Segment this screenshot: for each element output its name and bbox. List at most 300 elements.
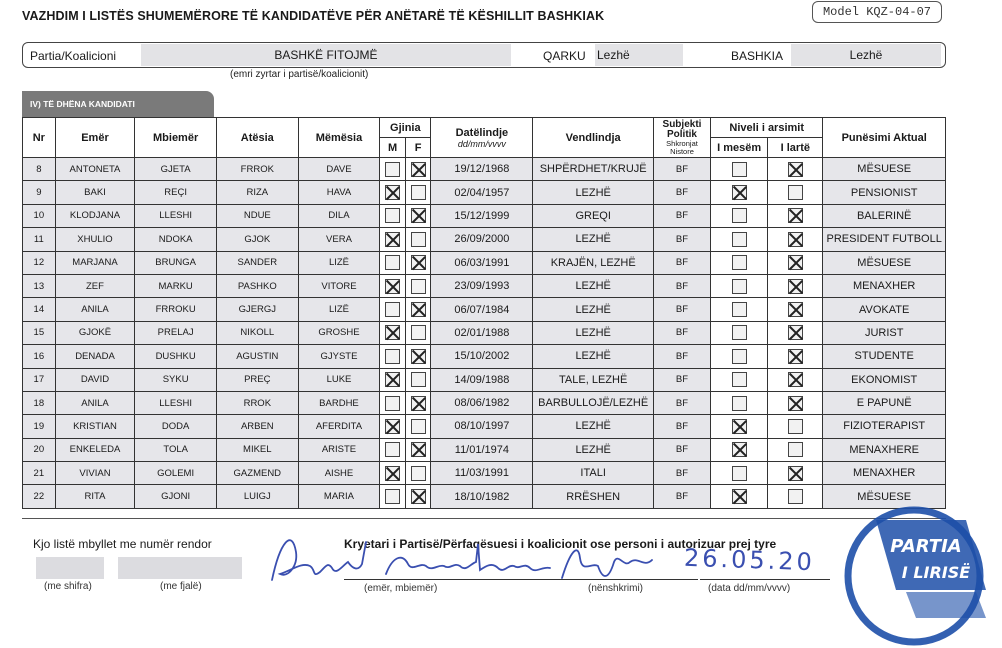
cell-emer[interactable]: KLODJANA bbox=[55, 204, 135, 227]
cell-atesia[interactable]: AGUSTIN bbox=[216, 345, 298, 368]
cell-nr[interactable]: 18 bbox=[23, 391, 56, 414]
checked-larte-checkbox[interactable] bbox=[788, 255, 803, 270]
col-datelindje-label: Datëlindje bbox=[455, 126, 509, 139]
cell-mesem bbox=[711, 204, 768, 227]
unchecked-larte-checkbox[interactable] bbox=[788, 419, 803, 434]
date-format-hint: dd/mm/vvvv bbox=[457, 138, 506, 149]
cell-larte bbox=[768, 228, 823, 251]
unchecked-m-checkbox[interactable] bbox=[385, 442, 400, 457]
svg-text:I LIRISË: I LIRISË bbox=[901, 563, 971, 582]
checked-mesem-checkbox[interactable] bbox=[732, 489, 747, 504]
document-title: VAZHDIM I LISTËS SHUMEMËRORE TË KANDIDATËVE PËR ANËTARË TË KËSHILLIT BASHKIAK bbox=[22, 9, 605, 23]
cell-atesia[interactable]: RROK bbox=[216, 391, 298, 414]
col-mesem: I mesëm bbox=[711, 138, 768, 158]
date-line bbox=[700, 579, 830, 580]
cell-f bbox=[405, 298, 431, 321]
cell-memesia[interactable]: LUKE bbox=[298, 368, 380, 391]
checked-larte-checkbox[interactable] bbox=[788, 232, 803, 247]
cell-dob[interactable]: 18/10/1982 bbox=[431, 485, 533, 508]
checked-m-checkbox[interactable] bbox=[385, 325, 400, 340]
cell-emer[interactable]: RITA bbox=[55, 485, 135, 508]
cell-mesem bbox=[711, 345, 768, 368]
date-caption: (data dd/mm/vvvv) bbox=[708, 583, 791, 594]
cell-sub[interactable]: BF bbox=[653, 391, 710, 414]
checked-larte-checkbox[interactable] bbox=[788, 396, 803, 411]
cell-emer[interactable]: ENKELEDA bbox=[55, 438, 135, 461]
unchecked-f-checkbox[interactable] bbox=[411, 232, 426, 247]
table-row bbox=[23, 204, 946, 227]
cell-mbiemer[interactable]: BRUNGA bbox=[135, 251, 217, 274]
cell-f bbox=[405, 158, 431, 181]
cell-dob[interactable]: 02/01/1988 bbox=[431, 321, 533, 344]
cell-memesia[interactable]: VITORE bbox=[298, 274, 380, 297]
cell-f bbox=[405, 485, 431, 508]
table-row bbox=[23, 368, 946, 391]
cell-pun[interactable]: JURIST bbox=[823, 321, 946, 344]
checked-f-checkbox[interactable] bbox=[411, 489, 426, 504]
col-vendlindja: Vendlindja bbox=[533, 118, 653, 158]
cell-mbiemer[interactable]: LLESHI bbox=[135, 204, 217, 227]
cell-mbiemer[interactable]: GOLEMI bbox=[135, 462, 217, 485]
cell-mesem bbox=[711, 321, 768, 344]
unchecked-larte-checkbox[interactable] bbox=[788, 442, 803, 457]
party-label: Partia/Koalicioni bbox=[30, 49, 117, 63]
cell-atesia[interactable]: NIKOLL bbox=[216, 321, 298, 344]
cell-vend[interactable]: KRAJËN, LEZHË bbox=[533, 251, 653, 274]
cell-m bbox=[380, 391, 406, 414]
cell-vend[interactable]: LEZHË bbox=[533, 415, 653, 438]
cell-nr[interactable]: 20 bbox=[23, 438, 56, 461]
checked-f-checkbox[interactable] bbox=[411, 255, 426, 270]
words-caption: (me fjalë) bbox=[160, 581, 202, 592]
cell-m bbox=[380, 228, 406, 251]
cell-sub[interactable]: BF bbox=[653, 368, 710, 391]
cell-vend[interactable]: LEZHË bbox=[533, 274, 653, 297]
checked-f-checkbox[interactable] bbox=[411, 396, 426, 411]
qarku-field[interactable]: Lezhë bbox=[595, 44, 683, 66]
cell-larte bbox=[768, 298, 823, 321]
cell-dob[interactable]: 26/09/2000 bbox=[431, 228, 533, 251]
cell-emer[interactable]: DAVID bbox=[55, 368, 135, 391]
table-row bbox=[23, 438, 946, 461]
party-name-field[interactable]: BASHKË FITOJMË bbox=[141, 44, 511, 66]
cell-m bbox=[380, 204, 406, 227]
checked-larte-checkbox[interactable] bbox=[788, 162, 803, 177]
unchecked-m-checkbox[interactable] bbox=[385, 302, 400, 317]
cell-pun[interactable]: FIZIOTERAPIST bbox=[823, 415, 946, 438]
unchecked-mesem-checkbox[interactable] bbox=[732, 279, 747, 294]
cell-dob[interactable]: 06/03/1991 bbox=[431, 251, 533, 274]
col-gjinia: Gjinia bbox=[380, 118, 431, 138]
cell-m bbox=[380, 321, 406, 344]
bottom-divider bbox=[22, 518, 946, 519]
unchecked-f-checkbox[interactable] bbox=[411, 372, 426, 387]
cell-mesem bbox=[711, 415, 768, 438]
checked-f-checkbox[interactable] bbox=[411, 302, 426, 317]
cell-m bbox=[380, 298, 406, 321]
unchecked-mesem-checkbox[interactable] bbox=[732, 372, 747, 387]
cell-vend[interactable]: BARBULLOJË/LEZHË bbox=[533, 391, 653, 414]
cell-pun[interactable]: BALERINË bbox=[823, 204, 946, 227]
unchecked-mesem-checkbox[interactable] bbox=[732, 349, 747, 364]
col-emer: Emër bbox=[55, 118, 135, 158]
number-words-field[interactable] bbox=[118, 557, 242, 579]
unchecked-mesem-checkbox[interactable] bbox=[732, 302, 747, 317]
cell-pun[interactable]: MENAXHERE bbox=[823, 438, 946, 461]
cell-dob[interactable]: 06/07/1984 bbox=[431, 298, 533, 321]
checked-f-checkbox[interactable] bbox=[411, 162, 426, 177]
cell-mbiemer[interactable]: REÇI bbox=[135, 181, 217, 204]
cell-dob[interactable]: 08/06/1982 bbox=[431, 391, 533, 414]
cell-pun[interactable]: MENAXHER bbox=[823, 462, 946, 485]
table-row bbox=[23, 298, 946, 321]
col-subjekti bbox=[653, 118, 710, 158]
closing-label: Kjo listë mbyllet me numër rendor bbox=[33, 537, 212, 551]
unchecked-mesem-checkbox[interactable] bbox=[732, 396, 747, 411]
cell-dob[interactable]: 15/12/1999 bbox=[431, 204, 533, 227]
checked-larte-checkbox[interactable] bbox=[788, 466, 803, 481]
cell-nr[interactable]: 10 bbox=[23, 204, 56, 227]
cell-atesia[interactable]: RIZA bbox=[216, 181, 298, 204]
cell-memesia[interactable]: GROSHE bbox=[298, 321, 380, 344]
cell-dob[interactable]: 15/10/2002 bbox=[431, 345, 533, 368]
cell-mesem bbox=[711, 368, 768, 391]
checked-m-checkbox[interactable] bbox=[385, 372, 400, 387]
cell-atesia[interactable]: GJOK bbox=[216, 228, 298, 251]
checked-m-checkbox[interactable] bbox=[385, 466, 400, 481]
cell-mbiemer[interactable]: DUSHKU bbox=[135, 345, 217, 368]
cell-memesia[interactable]: BARDHE bbox=[298, 391, 380, 414]
table-row bbox=[23, 274, 946, 297]
cell-atesia[interactable]: MIKEL bbox=[216, 438, 298, 461]
number-digits-field[interactable] bbox=[36, 557, 104, 579]
cell-mbiemer[interactable]: MARKU bbox=[135, 274, 217, 297]
cell-pun[interactable]: PENSIONIST bbox=[823, 181, 946, 204]
col-larte: I lartë bbox=[768, 138, 823, 158]
unchecked-mesem-checkbox[interactable] bbox=[732, 208, 747, 223]
unchecked-f-checkbox[interactable] bbox=[411, 325, 426, 340]
cell-m bbox=[380, 438, 406, 461]
unchecked-m-checkbox[interactable] bbox=[385, 349, 400, 364]
cell-sub[interactable]: BF bbox=[653, 181, 710, 204]
cell-atesia[interactable]: ARBEN bbox=[216, 415, 298, 438]
cell-mesem bbox=[711, 298, 768, 321]
unchecked-mesem-checkbox[interactable] bbox=[732, 162, 747, 177]
cell-dob[interactable]: 14/09/1988 bbox=[431, 368, 533, 391]
unchecked-larte-checkbox[interactable] bbox=[788, 185, 803, 200]
cell-emer[interactable]: DENADA bbox=[55, 345, 135, 368]
cell-mbiemer[interactable]: SYKU bbox=[135, 368, 217, 391]
table-row bbox=[23, 415, 946, 438]
cell-m bbox=[380, 158, 406, 181]
cell-atesia[interactable]: PREÇ bbox=[216, 368, 298, 391]
cell-nr[interactable]: 21 bbox=[23, 462, 56, 485]
cell-pun[interactable]: EKONOMIST bbox=[823, 368, 946, 391]
cell-sub[interactable]: BF bbox=[653, 462, 710, 485]
unchecked-mesem-checkbox[interactable] bbox=[732, 325, 747, 340]
col-subjekti-sub: Shkronjat Nistore bbox=[666, 138, 698, 156]
cell-mbiemer[interactable]: GJETA bbox=[135, 158, 217, 181]
candidates-table bbox=[22, 117, 946, 509]
unchecked-f-checkbox[interactable] bbox=[411, 419, 426, 434]
cell-pun[interactable]: MËSUESE bbox=[823, 158, 946, 181]
col-datelindje bbox=[431, 118, 533, 158]
cell-m bbox=[380, 345, 406, 368]
cell-atesia[interactable]: PASHKO bbox=[216, 274, 298, 297]
unchecked-f-checkbox[interactable] bbox=[411, 279, 426, 294]
cell-larte bbox=[768, 321, 823, 344]
cell-nr[interactable]: 9 bbox=[23, 181, 56, 204]
cell-vend[interactable]: GREQI bbox=[533, 204, 653, 227]
cell-mesem bbox=[711, 485, 768, 508]
candidates-body bbox=[23, 158, 946, 509]
cell-pun[interactable]: STUDENTE bbox=[823, 345, 946, 368]
cell-memesia[interactable]: LIZË bbox=[298, 251, 380, 274]
cell-larte bbox=[768, 438, 823, 461]
cell-nr[interactable]: 19 bbox=[23, 415, 56, 438]
unchecked-f-checkbox[interactable] bbox=[411, 466, 426, 481]
cell-sub[interactable]: BF bbox=[653, 485, 710, 508]
cell-nr[interactable]: 15 bbox=[23, 321, 56, 344]
checked-mesem-checkbox[interactable] bbox=[732, 442, 747, 457]
cell-emer[interactable]: ANILA bbox=[55, 298, 135, 321]
col-mbiemer: Mbiemër bbox=[135, 118, 217, 158]
checked-m-checkbox[interactable] bbox=[385, 232, 400, 247]
cell-larte bbox=[768, 368, 823, 391]
table-row bbox=[23, 228, 946, 251]
table-row bbox=[23, 462, 946, 485]
cell-f bbox=[405, 204, 431, 227]
cell-memesia[interactable]: HAVA bbox=[298, 181, 380, 204]
cell-mbiemer[interactable]: GJONI bbox=[135, 485, 217, 508]
table-row bbox=[23, 251, 946, 274]
unchecked-mesem-checkbox[interactable] bbox=[732, 232, 747, 247]
cell-memesia[interactable]: MARIA bbox=[298, 485, 380, 508]
cell-nr[interactable]: 22 bbox=[23, 485, 56, 508]
cell-nr[interactable]: 11 bbox=[23, 228, 56, 251]
cell-mesem bbox=[711, 438, 768, 461]
col-atesia: Atësia bbox=[216, 118, 298, 158]
bashkia-field[interactable]: Lezhë bbox=[791, 44, 941, 66]
cell-mbiemer[interactable]: DODA bbox=[135, 415, 217, 438]
unchecked-m-checkbox[interactable] bbox=[385, 396, 400, 411]
cell-emer[interactable]: BAKI bbox=[55, 181, 135, 204]
cell-m bbox=[380, 485, 406, 508]
cell-emer[interactable]: ANTONETA bbox=[55, 158, 135, 181]
cell-nr[interactable]: 13 bbox=[23, 274, 56, 297]
cell-pun[interactable]: AVOKATE bbox=[823, 298, 946, 321]
cell-atesia[interactable]: FRROK bbox=[216, 158, 298, 181]
cell-atesia[interactable]: GJERGJ bbox=[216, 298, 298, 321]
cell-sub[interactable]: BF bbox=[653, 251, 710, 274]
checked-larte-checkbox[interactable] bbox=[788, 279, 803, 294]
cell-f bbox=[405, 321, 431, 344]
cell-memesia[interactable]: DAVE bbox=[298, 158, 380, 181]
checked-larte-checkbox[interactable] bbox=[788, 325, 803, 340]
cell-f bbox=[405, 345, 431, 368]
cell-dob[interactable]: 02/04/1957 bbox=[431, 181, 533, 204]
cell-nr[interactable]: 17 bbox=[23, 368, 56, 391]
cell-f bbox=[405, 391, 431, 414]
cell-emer[interactable]: VIVIAN bbox=[55, 462, 135, 485]
unchecked-m-checkbox[interactable] bbox=[385, 255, 400, 270]
cell-m bbox=[380, 274, 406, 297]
cell-mesem bbox=[711, 274, 768, 297]
name-caption: (emër, mbiemër) bbox=[364, 583, 438, 594]
cell-vend[interactable]: LEZHË bbox=[533, 438, 653, 461]
cell-f bbox=[405, 251, 431, 274]
checked-mesem-checkbox[interactable] bbox=[732, 185, 747, 200]
cell-atesia[interactable]: GAZMEND bbox=[216, 462, 298, 485]
cell-nr[interactable]: 14 bbox=[23, 298, 56, 321]
cell-sub[interactable]: BF bbox=[653, 158, 710, 181]
cell-larte bbox=[768, 251, 823, 274]
cell-mbiemer[interactable]: LLESHI bbox=[135, 391, 217, 414]
bashkia-label: BASHKIA bbox=[731, 49, 784, 63]
checked-larte-checkbox[interactable] bbox=[788, 372, 803, 387]
checked-f-checkbox[interactable] bbox=[411, 349, 426, 364]
cell-sub[interactable]: BF bbox=[653, 298, 710, 321]
unchecked-m-checkbox[interactable] bbox=[385, 208, 400, 223]
table-row bbox=[23, 158, 946, 181]
cell-sub[interactable]: BF bbox=[653, 204, 710, 227]
cell-m bbox=[380, 181, 406, 204]
cell-mesem bbox=[711, 158, 768, 181]
cell-larte bbox=[768, 204, 823, 227]
unchecked-mesem-checkbox[interactable] bbox=[732, 466, 747, 481]
cell-larte bbox=[768, 485, 823, 508]
cell-vend[interactable]: LEZHË bbox=[533, 345, 653, 368]
handwritten-date: 26.05.20 bbox=[683, 543, 816, 577]
cell-m bbox=[380, 415, 406, 438]
cell-atesia[interactable]: LUIGJ bbox=[216, 485, 298, 508]
cell-sub[interactable]: BF bbox=[653, 274, 710, 297]
cell-dob[interactable]: 23/09/1993 bbox=[431, 274, 533, 297]
cell-sub[interactable]: BF bbox=[653, 321, 710, 344]
col-memesia: Mëmësia bbox=[298, 118, 380, 158]
cell-pun[interactable]: MËSUESE bbox=[823, 485, 946, 508]
cell-vend[interactable]: LEZHË bbox=[533, 298, 653, 321]
unchecked-m-checkbox[interactable] bbox=[385, 162, 400, 177]
cell-nr[interactable]: 8 bbox=[23, 158, 56, 181]
cell-emer[interactable]: XHULIO bbox=[55, 228, 135, 251]
cell-larte bbox=[768, 391, 823, 414]
cell-memesia[interactable]: AISHE bbox=[298, 462, 380, 485]
checked-larte-checkbox[interactable] bbox=[788, 302, 803, 317]
cell-sub[interactable]: BF bbox=[653, 415, 710, 438]
cell-mesem bbox=[711, 251, 768, 274]
cell-larte bbox=[768, 158, 823, 181]
cell-f bbox=[405, 438, 431, 461]
cell-sub[interactable]: BF bbox=[653, 345, 710, 368]
checked-larte-checkbox[interactable] bbox=[788, 208, 803, 223]
cell-vend[interactable]: ITALI bbox=[533, 462, 653, 485]
cell-m bbox=[380, 462, 406, 485]
cell-memesia[interactable]: LIZË bbox=[298, 298, 380, 321]
checked-larte-checkbox[interactable] bbox=[788, 349, 803, 364]
unchecked-m-checkbox[interactable] bbox=[385, 489, 400, 504]
cell-larte bbox=[768, 274, 823, 297]
cell-memesia[interactable]: ARISTE bbox=[298, 438, 380, 461]
unchecked-f-checkbox[interactable] bbox=[411, 185, 426, 200]
model-code: Model KQZ-04-07 bbox=[812, 1, 942, 23]
cell-pun[interactable]: MËSUESE bbox=[823, 251, 946, 274]
cell-larte bbox=[768, 415, 823, 438]
cell-mbiemer[interactable]: TOLA bbox=[135, 438, 217, 461]
unchecked-larte-checkbox[interactable] bbox=[788, 489, 803, 504]
cell-dob[interactable]: 11/03/1991 bbox=[431, 462, 533, 485]
cell-vend[interactable]: LEZHË bbox=[533, 181, 653, 204]
unchecked-mesem-checkbox[interactable] bbox=[732, 255, 747, 270]
cell-mbiemer[interactable]: NDOKA bbox=[135, 228, 217, 251]
checked-m-checkbox[interactable] bbox=[385, 185, 400, 200]
cell-f bbox=[405, 181, 431, 204]
cell-memesia[interactable]: AFERDITA bbox=[298, 415, 380, 438]
cell-vend[interactable]: LEZHË bbox=[533, 228, 653, 251]
cell-memesia[interactable]: GJYSTE bbox=[298, 345, 380, 368]
cell-vend[interactable]: LEZHË bbox=[533, 321, 653, 344]
party-info-box bbox=[22, 42, 946, 68]
cell-larte bbox=[768, 345, 823, 368]
cell-m bbox=[380, 368, 406, 391]
cell-memesia[interactable]: DILA bbox=[298, 204, 380, 227]
cell-pun[interactable]: MENAXHER bbox=[823, 274, 946, 297]
cell-vend[interactable]: RRËSHEN bbox=[533, 485, 653, 508]
checked-m-checkbox[interactable] bbox=[385, 279, 400, 294]
cell-mbiemer[interactable]: PRELAJ bbox=[135, 321, 217, 344]
cell-emer[interactable]: MARJANA bbox=[55, 251, 135, 274]
cell-nr[interactable]: 12 bbox=[23, 251, 56, 274]
checked-f-checkbox[interactable] bbox=[411, 208, 426, 223]
col-nr: Nr bbox=[23, 118, 56, 158]
checked-mesem-checkbox[interactable] bbox=[732, 419, 747, 434]
cell-dob[interactable]: 19/12/1968 bbox=[431, 158, 533, 181]
signature-caption: (nënshkrimi) bbox=[588, 583, 644, 594]
cell-f bbox=[405, 462, 431, 485]
cell-mbiemer[interactable]: FRROKU bbox=[135, 298, 217, 321]
section-tab: IV) TË DHËNA KANDIDATI bbox=[22, 91, 214, 117]
cell-emer[interactable]: ZEF bbox=[55, 274, 135, 297]
cell-emer[interactable]: ANILA bbox=[55, 391, 135, 414]
checked-f-checkbox[interactable] bbox=[411, 442, 426, 457]
cell-atesia[interactable]: SANDER bbox=[216, 251, 298, 274]
svg-text:PARTIA: PARTIA bbox=[890, 536, 962, 557]
cell-dob[interactable]: 08/10/1997 bbox=[431, 415, 533, 438]
qarku-label: QARKU bbox=[543, 49, 586, 63]
cell-f bbox=[405, 274, 431, 297]
cell-dob[interactable]: 11/01/1974 bbox=[431, 438, 533, 461]
table-row bbox=[23, 391, 946, 414]
cell-sub[interactable]: BF bbox=[653, 228, 710, 251]
cell-pun[interactable]: PRESIDENT FUTBOLL bbox=[823, 228, 946, 251]
cell-memesia[interactable]: VERA bbox=[298, 228, 380, 251]
cell-atesia[interactable]: NDUE bbox=[216, 204, 298, 227]
cell-vend[interactable]: SHPËRDHET/KRUJË bbox=[533, 158, 653, 181]
cell-f bbox=[405, 415, 431, 438]
col-m: M bbox=[380, 138, 406, 158]
cell-emer[interactable]: KRISTIAN bbox=[55, 415, 135, 438]
cell-mesem bbox=[711, 462, 768, 485]
cell-nr[interactable]: 16 bbox=[23, 345, 56, 368]
table-row bbox=[23, 485, 946, 508]
cell-emer[interactable]: GJOKË bbox=[55, 321, 135, 344]
cell-f bbox=[405, 368, 431, 391]
cell-vend[interactable]: TALE, LEZHË bbox=[533, 368, 653, 391]
cell-sub[interactable]: BF bbox=[653, 438, 710, 461]
cell-pun[interactable]: E PAPUNË bbox=[823, 391, 946, 414]
checked-m-checkbox[interactable] bbox=[385, 419, 400, 434]
cell-mesem bbox=[711, 181, 768, 204]
